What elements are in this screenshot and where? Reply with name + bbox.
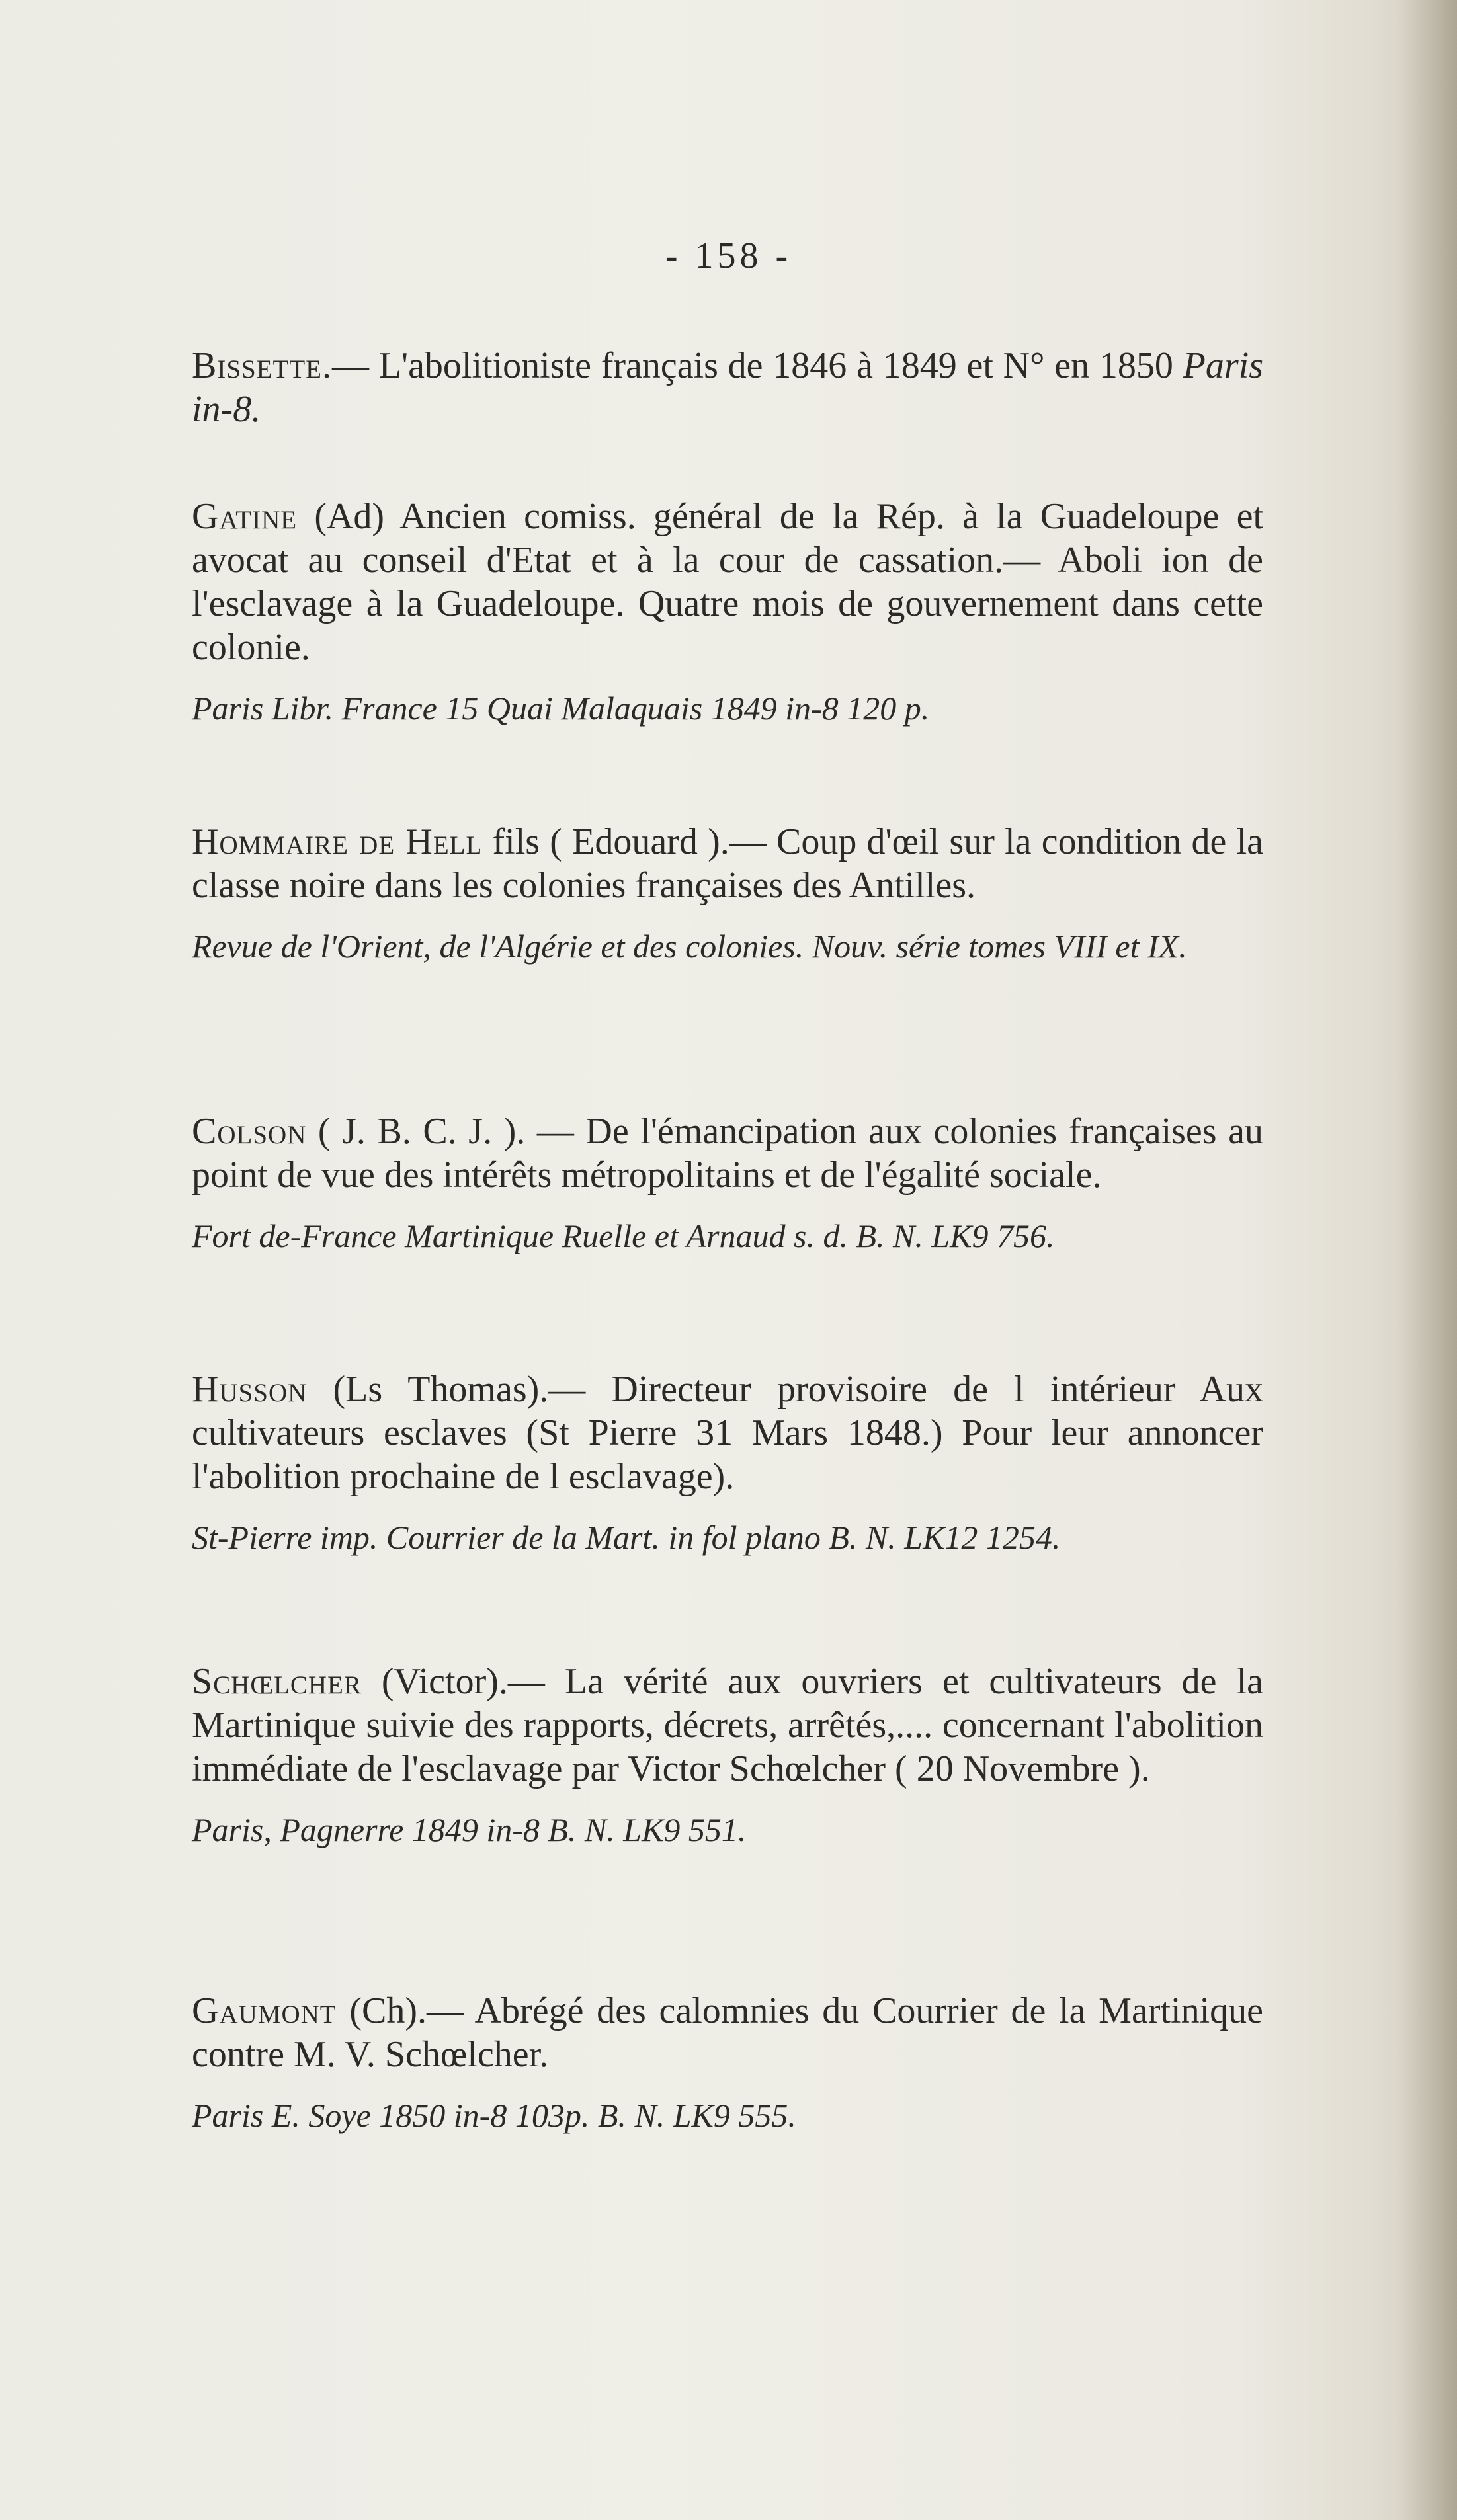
entry-imprint: Revue de l'Orient, de l'Algérie et des colonies. Nouv. série tomes VIII et IX. (192, 928, 1187, 965)
entry-author: Hommaire de Hell (192, 821, 483, 862)
entry-description: ( J. B. C. J. ). — De l'émancipation aux colonies françaises au point de vue des intérêts métropolitains et de l'égalité sociale. (192, 1111, 1263, 1196)
entry-author: Gatine (192, 496, 298, 537)
entry-description: fils ( Edouard ).— Coup d'œil sur la condition de la classe noire dans les colonies françaises des Antilles. (192, 821, 1263, 906)
entry-description: — L'abolitioniste français de 1846 à 1849 et N° en 1850 (332, 345, 1173, 386)
entry-description: (Ls Thomas).— Directeur provisoire de l intérieur Aux cultivateurs esclaves (St Pierre 31 Mars 1848.) Pour leur annoncer l'abolition prochaine de l esclavage). (192, 1369, 1263, 1497)
entry-text (192, 1110, 1263, 1197)
bibliography-entry-husson (0, 1367, 1457, 1558)
bibliography-entry-bissette (0, 344, 1457, 431)
bibliography-entry-hommaire-de-hell (0, 820, 1457, 967)
entry-imprint: Fort de-France Martinique Ruelle et Arnaud s. d. B. N. LK9 756. (192, 1217, 1055, 1254)
entry-imprint: Paris E. Soye 1850 in-8 103p. B. N. LK9 555. (192, 2097, 796, 2134)
bibliography-entry-gatine (0, 495, 1457, 729)
entry-imprint: Paris, Pagnerre 1849 in-8 B. N. LK9 551. (192, 1811, 747, 1848)
entry-text (192, 495, 1263, 669)
bibliography-entry-gaumont (0, 1989, 1457, 2136)
bibliography-entry-colson (0, 1110, 1457, 1256)
entry-author: Bissette. (192, 345, 333, 386)
entry-text (192, 1989, 1263, 2076)
page-number: - 158 - (665, 235, 792, 276)
entry-imprint: Paris in-8. (192, 345, 1263, 430)
entry-author: Schœlcher (192, 1661, 362, 1702)
entry-text (192, 1660, 1263, 1791)
entry-author: Husson (192, 1369, 308, 1410)
entry-text (192, 820, 1263, 907)
entry-description: (Ad) Ancien comiss. général de la Rép. à la Guadeloupe et avocat au conseil d'Etat et à la cour de cassation.— Aboli ion de l'esclavage à la Guadeloupe. Quatre mois de gouvernement dans cette colonie. (192, 496, 1263, 668)
entry-imprint: Paris Libr. France 15 Quai Malaquais 1849 in-8 120 p. (192, 690, 930, 727)
entry-description: (Victor).— La vérité aux ouvriers et cultivateurs de la Martinique suivie des rapports, décrets, arrêtés,.... concernant l'abolition immédiate de l'esclavage par Victor Schœlcher ( 20 Novembre ). (192, 1661, 1263, 1789)
entry-text (192, 1367, 1263, 1498)
entry-description: (Ch).— Abrégé des calomnies du Courrier de la Martinique contre M. V. Schœlcher. (192, 1990, 1263, 2075)
bibliography-entry-schoelcher (0, 1660, 1457, 1850)
entry-text (192, 344, 1263, 431)
entry-imprint: St-Pierre imp. Courrier de la Mart. in fol plano B. N. LK12 1254. (192, 1519, 1061, 1556)
entry-author: Gaumont (192, 1990, 337, 2031)
entry-author: Colson (192, 1111, 307, 1152)
